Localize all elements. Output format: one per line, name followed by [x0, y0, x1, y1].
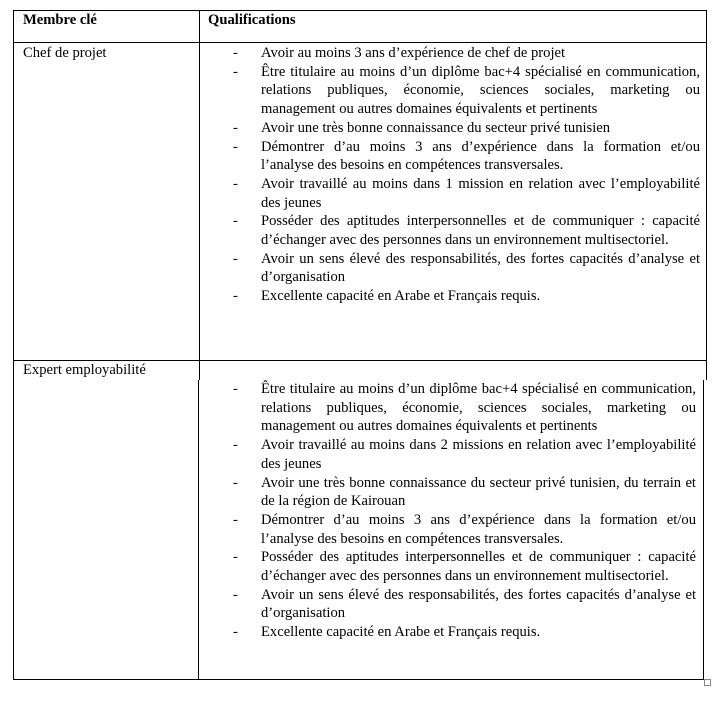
bullet-dash: -	[233, 624, 238, 641]
qualifications-list-expert-employabilite	[199, 380, 703, 642]
row-member-chef-de-projet: Chef de projet	[23, 45, 107, 61]
bullet-dash: -	[233, 250, 238, 267]
bullet-dash: -	[233, 511, 238, 528]
table-left-border-lower	[13, 380, 14, 680]
header-bottom-border	[13, 42, 707, 43]
table-left-border-upper	[13, 10, 14, 380]
list-item: - Avoir travaillé au moins dans 1 mission en relation avec l’employabilité des jeunes	[233, 175, 700, 211]
bullet-dash: -	[233, 288, 238, 305]
table-right-border-lower	[703, 380, 704, 680]
list-item: - Posséder des aptitudes interpersonnelles et de communiquer : capacité d’échanger avec des personnes dans un environnement multisectoriel.	[233, 549, 696, 585]
bullet-dash: -	[233, 474, 238, 491]
bullet-dash: -	[233, 213, 238, 230]
row-member-expert-employabilite: Expert employabilité	[23, 362, 146, 378]
list-item: - Avoir un sens élevé des responsabilités, des fortes capacités d’analyse et d’organisation	[233, 250, 700, 286]
list-item: - Excellente capacité en Arabe et Français requis.	[233, 288, 541, 305]
list-item: - Posséder des aptitudes interpersonnelles et de communiquer : capacité d’échanger avec des personnes dans un environnement multisectoriel.	[233, 213, 700, 249]
bullet-dash: -	[233, 381, 238, 397]
list-item: - Être titulaire au moins d’un diplôme bac+4 spécialisé en communication, relations publiques, économie, sciences sociales, marketing ou management ou autres domaines équivalents et pertinents	[233, 381, 696, 435]
bullet-dash: -	[233, 45, 238, 61]
list-item: - Avoir un sens élevé des responsabilités, des fortes capacités d’analyse et d’organisation	[233, 586, 696, 622]
list-item: - Démontrer d’au moins 3 ans d’expérience dans la formation et/ou l’analyse des besoins en compétences transversales.	[233, 511, 696, 547]
qualifications-list-chef-de-projet	[199, 44, 707, 306]
list-item: - Avoir travaillé au moins dans 2 missions en relation avec l’employabilité des jeunes	[233, 437, 696, 472]
list-item: - Avoir une très bonne connaissance du secteur privé tunisien, du terrain et de la région de Kairouan	[233, 474, 696, 510]
bullet-dash: -	[233, 549, 238, 566]
list-item: - Avoir au moins 3 ans d’expérience de chef de projet	[233, 45, 566, 61]
bullet-dash: -	[233, 175, 238, 192]
bullet-dash: -	[233, 138, 238, 155]
bullet-dash: -	[233, 586, 238, 603]
header-qualifications: Qualifications	[208, 12, 296, 28]
bullet-dash: -	[233, 437, 238, 454]
table-top-border	[13, 10, 707, 11]
table-bottom-border	[13, 679, 704, 680]
list-item: - Excellente capacité en Arabe et Français requis.	[233, 624, 541, 641]
table-resize-handle[interactable]	[704, 679, 711, 686]
list-item: - Avoir une très bonne connaissance du secteur privé tunisien	[233, 119, 611, 136]
list-item: - Être titulaire au moins d’un diplôme bac+4 spécialisé en communication, relations publiques, économie, sciences sociales, marketing ou management ou autres domaines équivalents et pertinents	[233, 63, 700, 118]
header-member: Membre clé	[23, 12, 97, 28]
bullet-dash: -	[233, 63, 238, 80]
bullet-dash: -	[233, 119, 238, 136]
list-item: - Démontrer d’au moins 3 ans d’expérience dans la formation et/ou l’analyse des besoins en compétences transversales.	[233, 138, 700, 174]
